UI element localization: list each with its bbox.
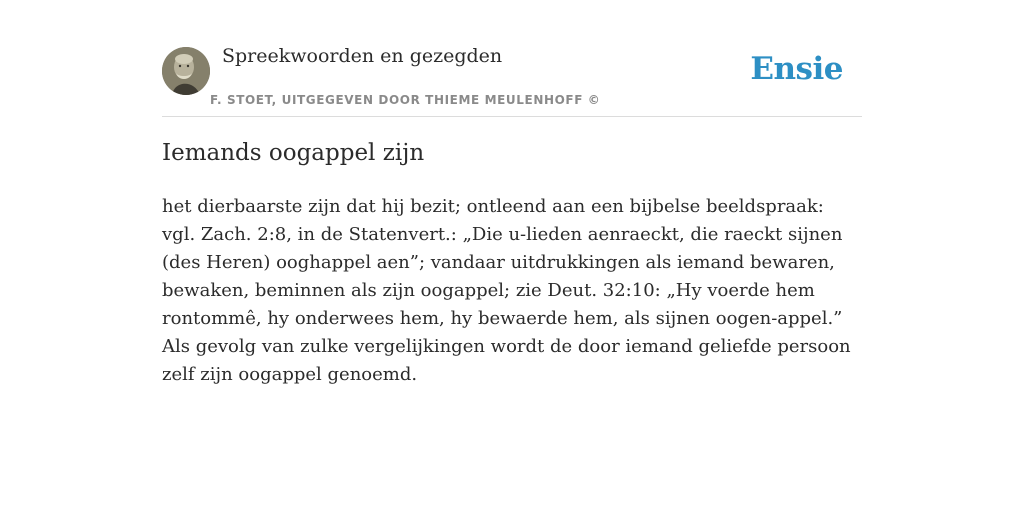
entry-headword: Iemands oogappel zijn — [162, 140, 425, 166]
ensie-logo[interactable]: Ensie — [750, 51, 843, 87]
author-portrait-icon[interactable] — [162, 47, 210, 95]
source-publisher: F. STOET, UITGEGEVEN DOOR THIEME MEULENHOFF © — [210, 93, 601, 107]
entry-definition: het dierbaarste zijn dat hij bezit; ontleend aan een bijbelse beeldspraak: vgl. Zach. 2:8, in de Statenvert.: „Die u-lieden aenraeckt, die raeckt sijnen (des Heren) ooghappel aen”; vandaar uitdrukkingen als iemand bewaren, bewaken, beminnen als zijn oogappel; zie Deut. 32:10: „Hy voerde hem rontommê, hy onderwees hem, hy bewaerde hem, als sijnen oogen-appel.” Als gevolg van zulke vergelijkingen wordt de door iemand geliefde persoon zelf zijn oogappel genoemd. — [162, 196, 851, 385]
source-title[interactable]: Spreekwoorden en gezegden — [222, 45, 503, 67]
page-container — [162, 0, 862, 385]
source-header — [162, 0, 862, 117]
